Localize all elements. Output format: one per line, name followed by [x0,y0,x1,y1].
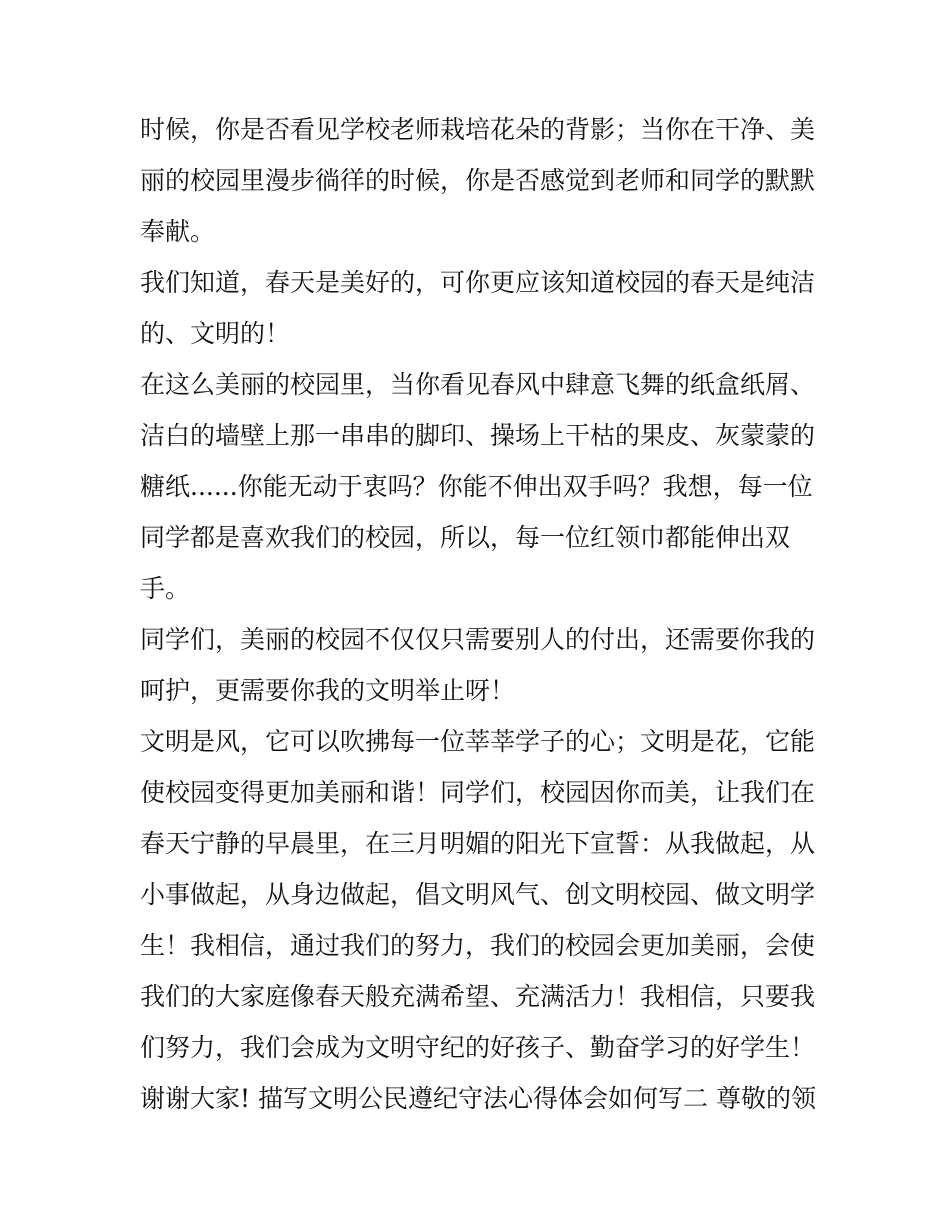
body-text [140,104,816,1124]
text-line: 时候，你是否看见学校老师栽培花朵的背影；当你在干净、美 [140,115,816,144]
text-line: 丽的校园里漫步徜徉的时候，你是否感觉到老师和同学的默默 [140,166,816,195]
text-line: 手。 [140,574,191,603]
text-line: 谢谢大家! 描写文明公民遵纪守法心得体会如何写二 尊敬的领 [140,1084,816,1113]
text-line: 春天宁静的早晨里，在三月明媚的阳光下宣誓：从我做起，从 [140,829,816,858]
text-line: 糖纸......你能无动于衷吗？你能不伸出双手吗？我想，每一位 [140,472,813,501]
text-line: 们努力，我们会成为文明守纪的好孩子、勤奋学习的好学生！ [140,1033,816,1062]
text-line: 我们的大家庭像春天般充满希望、充满活力！我相信，只要我 [140,982,816,1011]
text-line: 洁白的墙壁上那一串串的脚印、操场上干枯的果皮、灰蒙蒙的 [140,421,816,450]
text-line: 使校园变得更加美丽和谐！同学们，校园因你而美，让我们在 [140,778,816,807]
text-line: 我们知道，春天是美好的，可你更应该知道校园的春天是纯洁 [140,268,816,297]
text-line: 在这么美丽的校园里，当你看见春风中肆意飞舞的纸盒纸屑、 [140,370,816,399]
text-line: 文明是风，它可以吹拂每一位莘莘学子的心；文明是花，它能 [140,727,816,756]
text-line: 的、文明的！ [140,319,291,348]
text-line: 同学们，美丽的校园不仅仅只需要别人的付出，还需要你我的 [140,625,816,654]
text-line: 呵护，更需要你我的文明举止呀！ [140,676,516,705]
text-line: 小事做起，从身边做起，倡文明风气、创文明校园、做文明学 [140,880,816,909]
text-line: 奉献。 [140,217,216,246]
text-line: 生！我相信，通过我们的努力，我们的校园会更加美丽，会使 [140,931,816,960]
text-line: 同学都是喜欢我们的校园，所以，每一位红领巾都能伸出双 [140,523,791,552]
